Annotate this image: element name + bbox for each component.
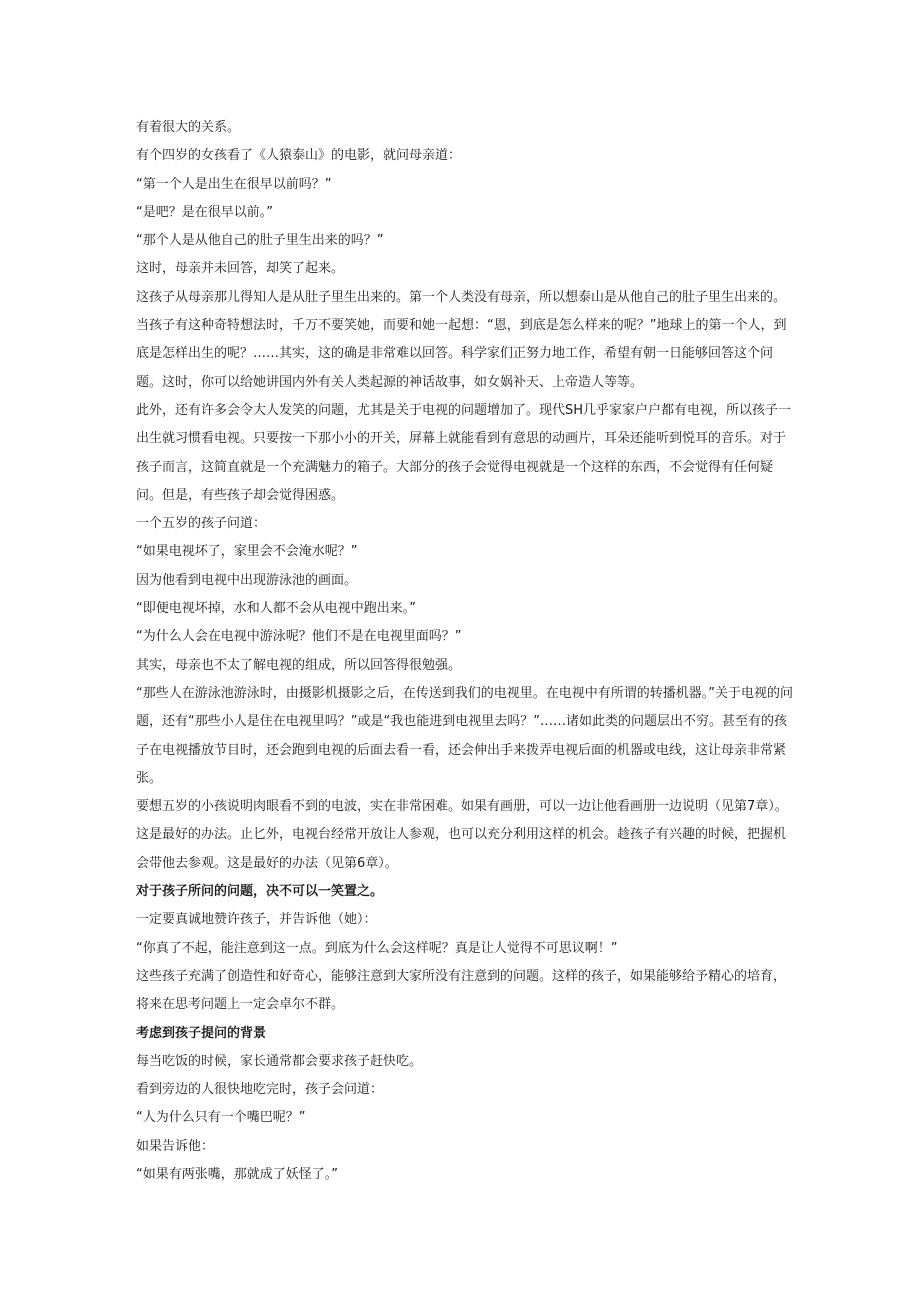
section-heading: 对于孩子所问的问题，决不可以一笑置之。: [136, 884, 384, 900]
dialogue-line: “那个人是从他自己的肚子里生出来的吗？”: [136, 233, 384, 249]
paragraph: 此外，还有许多会令大人发笑的问题，尤其是关于电视的问题增加了。现代SH几乎家家户户都有电视，所以孩子一出生就习惯看电视。只要按一下那小小的开关，屏幕上就能看到有意思的动画片，耳朵还能听到悦耳的音乐。对于孩子而言，这简直就是一个充满魅力的箱子。大部分的孩子会觉得电视就是一个这样的东西，不会觉得有任何疑问。但是，有些孩子却会觉得困惑。: [136, 402, 792, 503]
dialogue-line: “如果有两张嘴，那就成了妖怪了。”: [136, 1166, 338, 1182]
body-text: [136, 114, 796, 1189]
paragraph: 这孩子从母亲那儿得知人是从肚子里生出来的。第一个人类没有母亲，所以想泰山是从他自己的肚子里生出来的。当孩子有这种奇特想法时，千万不要笑她，而要和她一起想：“恩，到底是怎么样来的呢？”地球上的第一个人，到底是怎样出生的呢？……其实，这的确是非常难以回答。科学家们正努力地工作，希望有朝一日能够回答这个问题。这时，你可以给她讲国内外有关人类起源的神话故事，如女娲补天、上帝造人等等。: [136, 289, 787, 390]
dialogue-line: “是吧？是在很早以前。”: [136, 204, 273, 220]
dialogue-line: “人为什么只有一个嘴巴呢？”: [136, 1110, 306, 1126]
paragraph: 要想五岁的小孩说明肉眼看不到的电波，实在非常困难。如果有画册，可以一边让他看画册一边说明（见第7章）。这是最好的办法。止匕外，电视台经常开放让人参观，也可以充分利用这样的机会。趁孩子有兴趣的时候，把握机会带他去参观。这是最好的办法（见第6章）。: [136, 799, 788, 871]
paragraph: 每当吃饭的时候，家长通常都会要求孩子赶快吃。: [136, 1053, 423, 1069]
paragraph: 这些孩子充满了创造性和好奇心，能够注意到大家所没有注意到的问题。这样的孩子，如果能够给予精心的培育，将来在思考问题上一定会卓尔不群。: [136, 968, 787, 1013]
dialogue-line: “为什么人会在电视中游泳呢？他们不是在电视里面吗？”: [136, 629, 462, 645]
paragraph: 其实，母亲也不太了解电视的组成，所以回答得很勉强。: [136, 657, 462, 673]
dialogue-line: “如果电视坏了，家里会不会淹水呢？”: [136, 544, 358, 560]
paragraph: “那些人在游泳池游泳时，由摄影机摄影之后，在传送到我们的电视里。在电视中有所谓的转播机器。”关于电视的问题，还有“那些小人是住在电视里吗？”或是“我也能进到电视里去吗？”……诸如此类的问题层出不穷。甚至有的孩子在电视播放节目时，还会跑到电视的后面去看一看，还会伸出手来拨弄电视后面的机器或电线，这让母亲非常紧张。: [136, 685, 793, 786]
paragraph: 因为他看到电视中出现游泳池的画面。: [136, 572, 358, 588]
paragraph: 有个四岁的女孩看了《人猿泰山》的电影，就问母亲道：: [136, 148, 462, 164]
dialogue-line: “第一个人是出生在很早以前吗？”: [136, 176, 332, 192]
paragraph: 这时，母亲并未回答，却笑了起来。: [136, 261, 345, 277]
paragraph: 一定要真诚地赞许孩子，并告诉他（她）：: [136, 912, 377, 928]
paragraph: 一个五岁的孩子问道：: [136, 516, 267, 532]
paragraph: 如果告诉他：: [136, 1138, 215, 1154]
section-heading: 考虑到孩子提问的背景: [136, 1025, 267, 1041]
dialogue-line: “你真了不起，能注意到这一点。到底为什么会这样呢？真是让人觉得不可思议啊！”: [136, 940, 618, 956]
paragraph: 有着很大的关系。: [136, 120, 241, 135]
dialogue-line: “即便电视坏掉，水和人都不会从电视中跑出来。”: [136, 601, 416, 617]
paragraph: 看到旁边的人很快地吃完时，孩子会问道：: [136, 1082, 384, 1098]
